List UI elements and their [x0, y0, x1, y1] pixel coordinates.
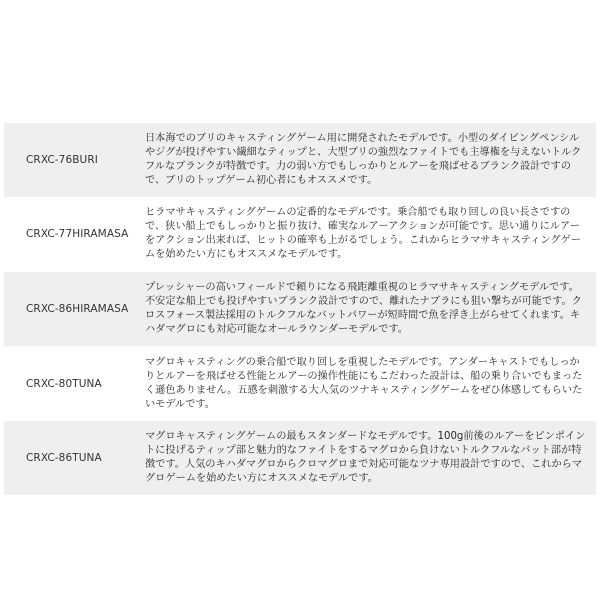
table-row — [4, 197, 596, 272]
model-description: 日本海でのブリのキャスティングゲーム用に開発されたモデルです。小型のダイビングペンシルやジグが投げやすい繊細なティップと、大型ブリの強烈なファイトでも主導権を与えないトルクフルなブランクが特徴です。力の弱い方でもしっかりとルアーを飛ばせるブランク設計ですので、ブリのトップゲーム初心者にもオススメです。 — [145, 132, 582, 186]
model-description: プレッシャーの高いフィールドで頼りになる飛距離重視のヒラマサキャスティングモデルです。不安定な船上でも投げやすいブランク設計ですので、離れたナブラにも狙い撃ちが可能です。クロスフォース製法採用のトルクフルなバットパワーが短時間で魚を浮き上がらせてくれます。キハダマグロにも対応可能なオールラウンダーモデルです。 — [145, 281, 582, 335]
table-row — [4, 420, 596, 495]
model-description: マグロキャスティングゲームの最もスタンダードなモデルです。100g前後のルアーをピンポイントに投げるティップ部と魅力的なファイトをするマグロから負けないトルクフルなバット部が特徴です。人気のキハダマグロからクロマグロまで対応可能なツナ専用設計ですので、これからマグロゲームを始めたい方にオススメなモデルです。 — [145, 431, 586, 485]
table-row — [4, 123, 596, 197]
model-name: CRXC-77HIRAMASA — [26, 228, 129, 241]
model-description: ヒラマサキャスティングゲームの定番的なモデルです。乗合船でも取り回しの良い長さですので、狭い船上でもしっかりと振り抜け、確実なルアーアクションが可能です。思い通りにルアーをアクション出来れば、ヒットの確率も上がるでしょう。これからヒラマサキャスティングゲームを始めたい方にもオススメなモデルです。 — [145, 207, 581, 261]
model-name: CRXC-86TUNA — [26, 452, 102, 465]
model-description: マグロキャスティングの乗合船で取り回しを重視したモデルです。アンダーキャストでもしっかりとルアーを飛ばせる性能とルアーの操作性能にもこだわった設計は、船の乗り合いでもまったく遜色ありません。五感を刺激する大人気のツナキャスティングゲームをぜひ体感してもらいたいモデルです。 — [145, 356, 583, 410]
model-name: CRXC-80TUNA — [26, 377, 102, 390]
model-name: CRXC-86HIRAMASA — [26, 302, 129, 315]
spec-table — [4, 123, 596, 495]
table-row — [4, 346, 596, 421]
table-row — [4, 271, 596, 346]
model-name: CRXC-76BURI — [26, 153, 98, 166]
